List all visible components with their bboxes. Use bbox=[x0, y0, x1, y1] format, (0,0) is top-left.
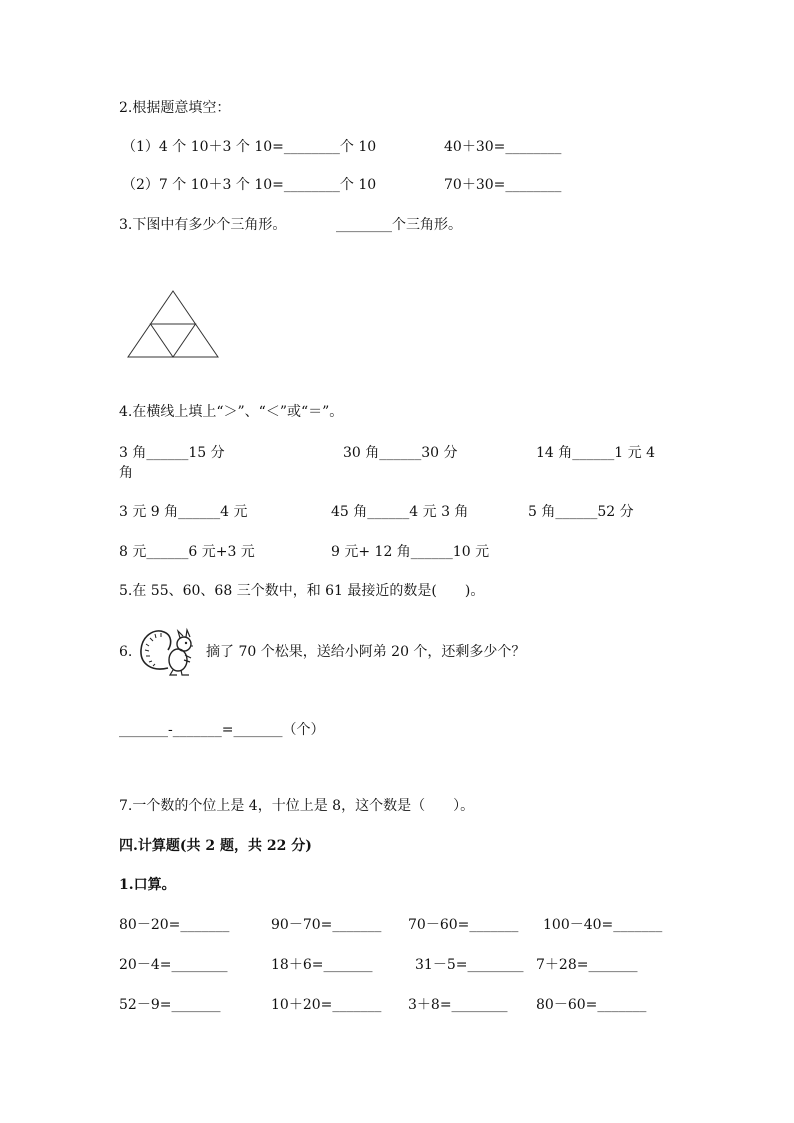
q4-r3c2: 9 元+ 12 角______10 元 bbox=[331, 544, 490, 560]
q3-answer: ________个三角形。 bbox=[336, 217, 462, 233]
calc-item: 52－9=_______ bbox=[119, 997, 221, 1013]
calc-item: 80－20=_______ bbox=[119, 917, 230, 933]
q4-r2c2: 45 角______4 元 3 角 bbox=[331, 504, 469, 520]
calc-item: 3＋8=________ bbox=[408, 997, 508, 1013]
q6-equation: _______-_______=_______（个） bbox=[119, 722, 325, 738]
q2-title: 2.根据题意填空： bbox=[119, 100, 231, 116]
calc-item: 100－40=_______ bbox=[543, 917, 663, 933]
q4-r1c3-wrap: 角 bbox=[119, 465, 133, 481]
q2-row2-right: 70＋30=________ bbox=[444, 177, 562, 193]
q4-r1c3: 14 角______1 元 4 bbox=[536, 445, 655, 461]
calc-item: 90－70=_______ bbox=[271, 917, 382, 933]
q7-text: 7.一个数的个位上是 4，十位上是 8，这个数是（ ）。 bbox=[119, 798, 475, 814]
q4-r2c3: 5 角______52 分 bbox=[528, 504, 634, 520]
q4-r1c1: 3 角______15 分 bbox=[119, 445, 225, 461]
calc-item: 20－4=________ bbox=[119, 957, 228, 973]
calc-item: 70－60=_______ bbox=[408, 917, 519, 933]
q4-title: 4.在横线上填上“＞”、“＜”或“＝”。 bbox=[119, 404, 344, 420]
calc-title: 1.口算。 bbox=[119, 877, 176, 893]
q4-r2c1: 3 元 9 角______4 元 bbox=[119, 504, 248, 520]
section4-title: 四.计算题(共 2 题，共 22 分) bbox=[119, 838, 312, 854]
q4-r3c1: 8 元______6 元+3 元 bbox=[119, 544, 255, 560]
q4-r1c2: 30 角______30 分 bbox=[343, 445, 458, 461]
calc-item: 7＋28=_______ bbox=[536, 957, 638, 973]
q5-text: 5.在 55、60、68 三个数中，和 61 最接近的数是( )。 bbox=[119, 583, 485, 599]
q2-row1-right: 40＋30=________ bbox=[444, 139, 562, 155]
calc-item: 18＋6=_______ bbox=[271, 957, 373, 973]
q3-title: 3.下图中有多少个三角形。 bbox=[119, 217, 287, 233]
q2-row1-left: （1）4 个 10＋3 个 10=________个 10 bbox=[122, 139, 377, 155]
calc-item: 80－60=_______ bbox=[536, 997, 647, 1013]
calc-item: 10＋20=_______ bbox=[271, 997, 382, 1013]
squirrel-icon bbox=[138, 622, 200, 678]
calc-item: 31－5=________ bbox=[415, 957, 524, 973]
triangle-figure bbox=[126, 290, 220, 358]
q2-row2-left: （2）7 个 10＋3 个 10=________个 10 bbox=[122, 177, 377, 193]
q6-text: 摘了 70 个松果，送给小阿弟 20 个，还剩多少个？ bbox=[206, 644, 526, 660]
q6-number: 6. bbox=[119, 644, 133, 660]
